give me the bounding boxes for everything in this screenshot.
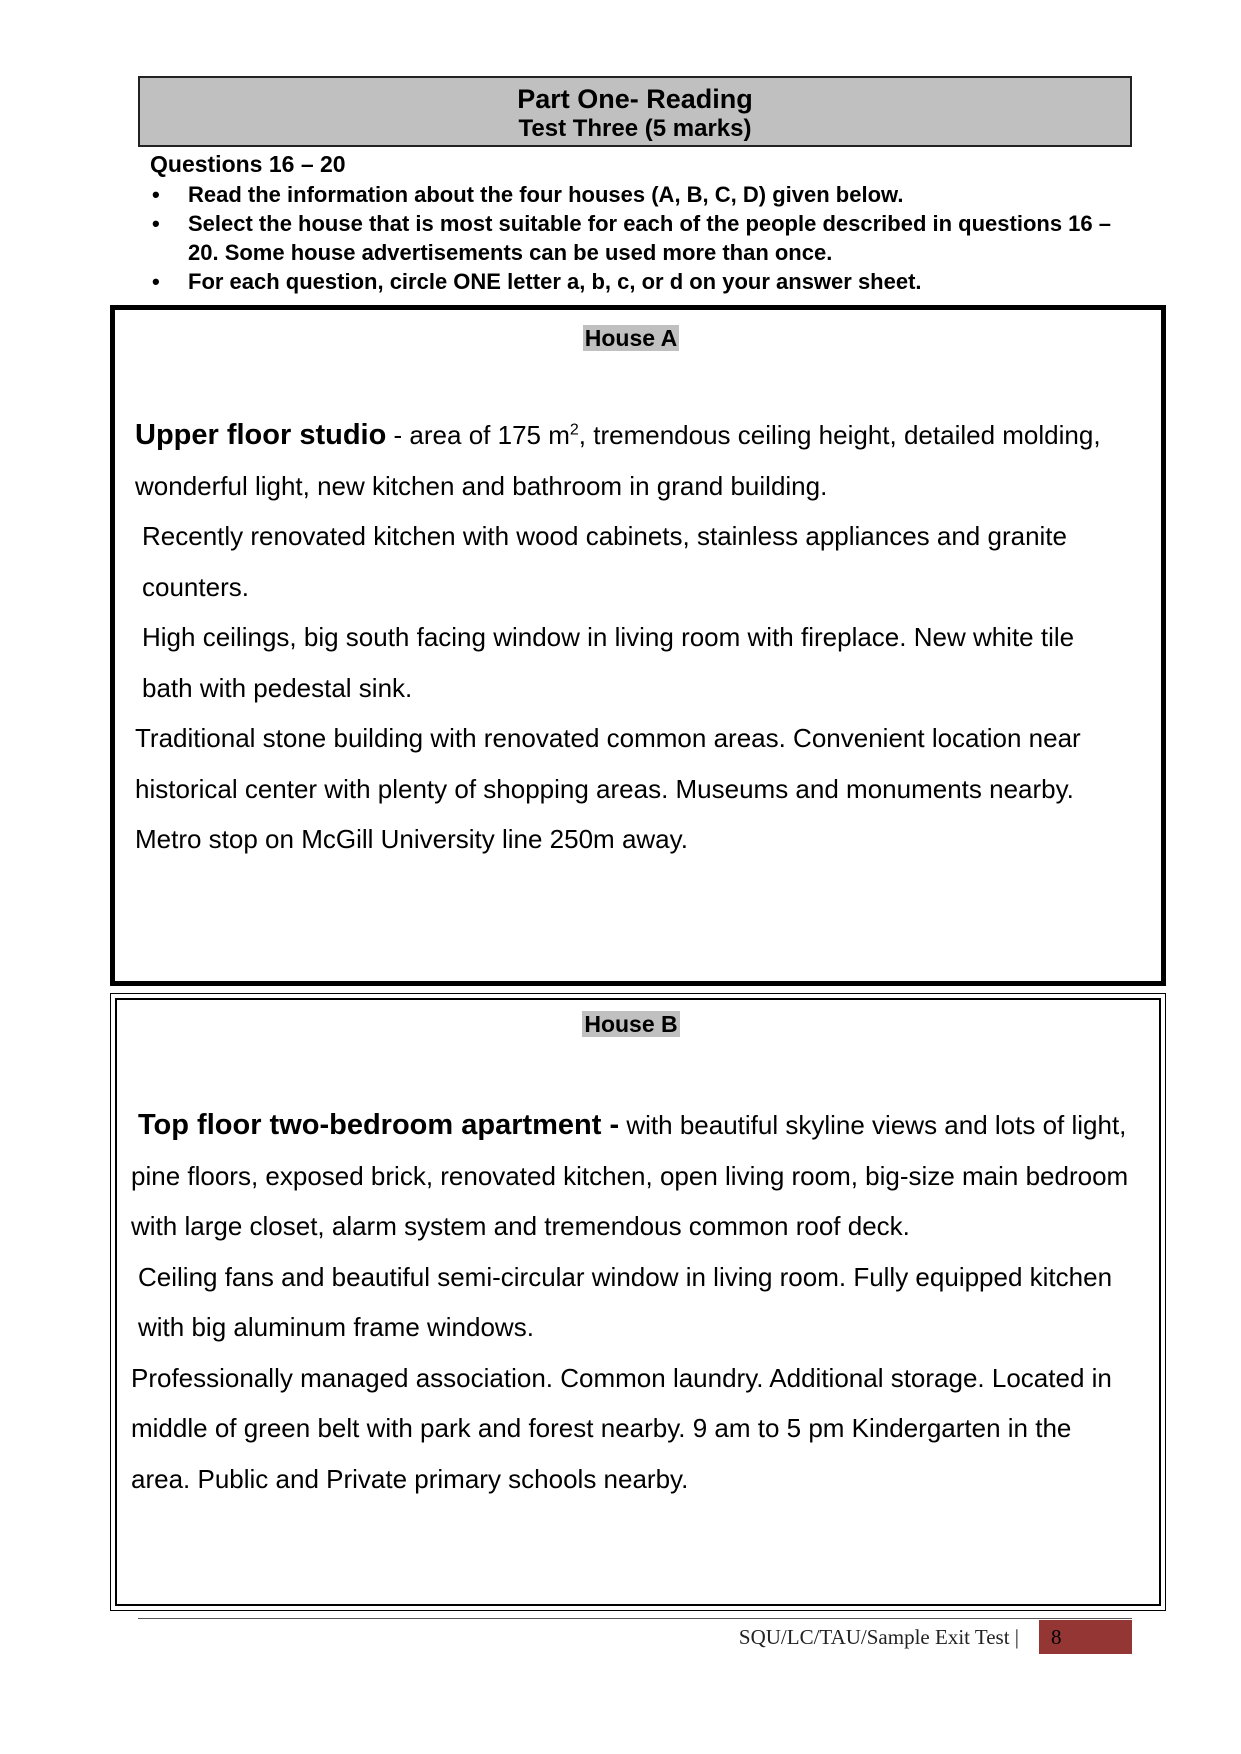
house-b-description	[131, 1100, 1131, 1504]
page-number: 8	[1039, 1620, 1132, 1654]
instructions-list	[150, 180, 1140, 296]
house-a-paragraph: High ceilings, big south facing window in living room with fireplace. New white tile bath with pedestal sink.	[142, 622, 1075, 703]
superscript: 2	[569, 421, 579, 439]
footer-divider	[138, 1618, 1132, 1619]
house-a-lead-text-cont: , tremendous ceiling height, detailed molding, wonderful light, new kitchen and bathroom in grand building.	[135, 420, 1101, 501]
instruction-item: • Read the information about the four houses (A, B, C, D) given below.	[150, 180, 1140, 209]
house-a-lead-text: - area of 175 m	[386, 420, 570, 450]
house-b-lead-text: with beautiful skyline views and lots of light, pine floors, exposed brick, renovated kitchen, open living room, big-size main bedroom with large closet, alarm system and tremendous common roof deck.	[131, 1110, 1129, 1241]
house-b-box	[110, 993, 1166, 1611]
house-b-label: House B	[584, 1011, 678, 1037]
section-subtitle: Test Three (5 marks)	[518, 115, 752, 142]
house-a-lead-paragraph	[135, 410, 1127, 511]
house-b-title: Top floor two-bedroom apartment -	[138, 1109, 620, 1141]
house-a-paragraph: Traditional stone building with renovated common areas. Convenient location near historical center with plenty of shopping areas. Museums and monuments nearby. Metro stop on McGill University line 250m away.	[135, 723, 1081, 854]
instruction-item: • For each question, circle ONE letter a, b, c, or d on your answer sheet.	[150, 267, 1140, 296]
section-title: Part One- Reading	[517, 84, 753, 114]
house-a-box	[110, 305, 1166, 986]
section-header	[138, 76, 1132, 147]
questions-label: Questions 16 – 20	[150, 151, 346, 177]
house-a-description	[135, 410, 1127, 865]
house-b-paragraph: Professionally managed association. Common laundry. Additional storage. Located in middle of green belt with park and forest nearby. 9 am to 5 pm Kindergarten in the area. Public and Private primary schools nearby.	[131, 1362, 1112, 1494]
instruction-item: • Select the house that is most suitable for each of the people described in questions 16 – 20. Some house advertisements can be used more than once.	[150, 209, 1140, 267]
house-a-label: House A	[584, 325, 678, 351]
house-b-lead-paragraph	[131, 1100, 1131, 1252]
house-a-title: Upper floor studio	[135, 419, 387, 451]
footer-text: SQU/LC/TAU/Sample Exit Test |	[738, 1625, 1019, 1649]
house-a-paragraph: Recently renovated kitchen with wood cabinets, stainless appliances and granite counters.	[142, 521, 1067, 602]
house-b-paragraph: Ceiling fans and beautiful semi-circular window in living room. Fully equipped kitchen with big aluminum frame windows.	[138, 1261, 1113, 1342]
